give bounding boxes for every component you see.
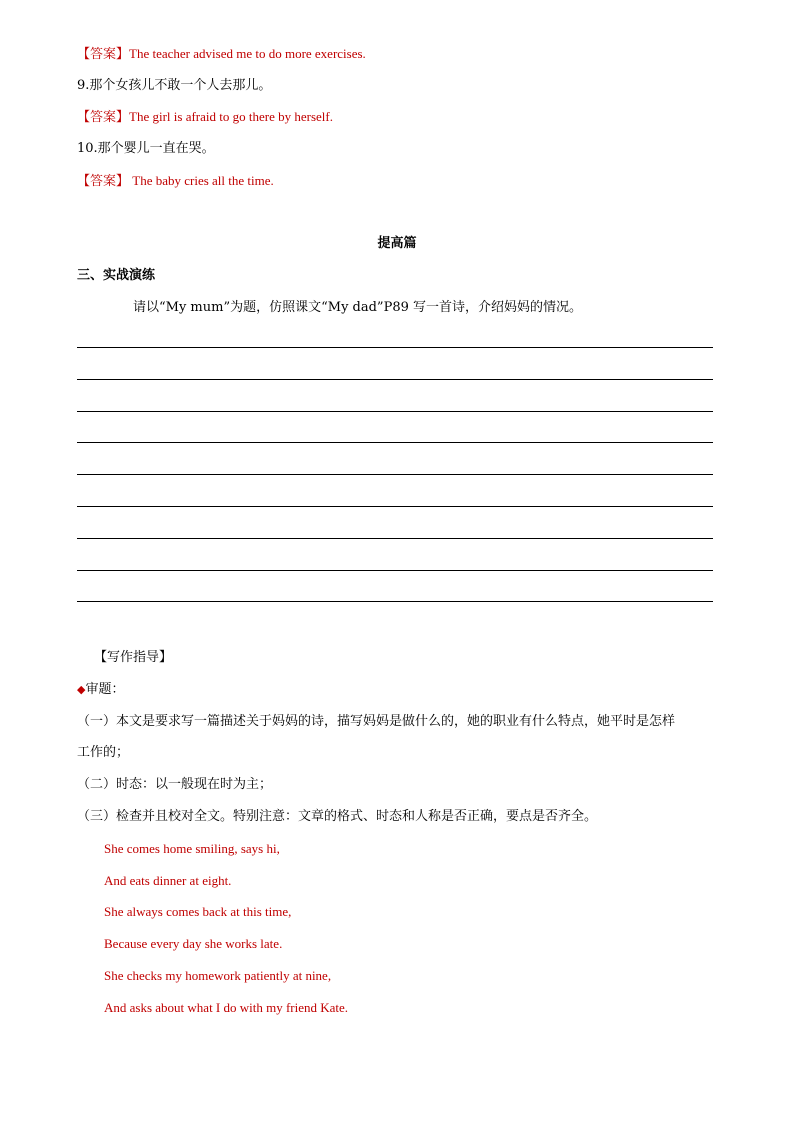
- writing-line[interactable]: [77, 474, 713, 475]
- answer-tag: 【答案】: [77, 110, 130, 125]
- diamond-icon: ◆: [77, 683, 86, 696]
- writing-line[interactable]: [77, 411, 713, 412]
- poem-line: She comes home smiling, says hi,: [104, 841, 280, 856]
- answer-10: [77, 172, 274, 191]
- writing-line[interactable]: [77, 601, 713, 602]
- answer-8: [77, 45, 366, 64]
- review-label: 审题：: [85, 682, 125, 697]
- section-heading: 提高篇: [377, 236, 417, 251]
- review-line: [77, 681, 124, 699]
- question-9: 9.那个女孩儿不敢一个人去那儿。: [77, 78, 272, 93]
- poem-line: She always comes back at this time,: [104, 904, 292, 919]
- answer-text: The baby cries all the time.: [129, 173, 274, 188]
- poem-line: Because every day she works late.: [104, 936, 283, 951]
- writing-line[interactable]: [77, 538, 713, 539]
- answer-9: [77, 108, 333, 127]
- guide-title: 【写作指导】: [94, 650, 173, 665]
- writing-line[interactable]: [77, 570, 713, 571]
- answer-text: The girl is afraid to go there by herself.: [129, 109, 333, 124]
- answer-tag: 【答案】: [77, 47, 130, 62]
- poem-line: And eats dinner at eight.: [104, 873, 232, 888]
- guide-point: （三）检查并且校对全文。特别注意：文章的格式、时态和人称是否正确，要点是否齐全。: [77, 809, 598, 824]
- writing-line[interactable]: [77, 506, 713, 507]
- guide-point: （二）时态：以一般现在时为主；: [77, 777, 273, 792]
- answer-tag: 【答案】: [77, 174, 130, 189]
- guide-point: 工作的；: [77, 745, 130, 760]
- writing-prompt: 请以“My mum”为题，仿照课文“My dad”P89 写一首诗，介绍妈妈的情况。: [133, 300, 583, 315]
- writing-line[interactable]: [77, 442, 713, 443]
- writing-line[interactable]: [77, 379, 713, 380]
- writing-line[interactable]: [77, 347, 713, 348]
- question-10: 10.那个婴儿一直在哭。: [77, 141, 215, 156]
- answer-text: The teacher advised me to do more exercises.: [129, 46, 366, 61]
- poem-line: She checks my homework patiently at nine,: [104, 968, 332, 983]
- guide-point: （一）本文是要求写一篇描述关于妈妈的诗，描写妈妈是做什么的，她的职业有什么特点，她平时是怎样: [77, 714, 676, 729]
- part-title: 三、实战演练: [77, 268, 156, 283]
- poem-line: And asks about what I do with my friend Kate.: [104, 1000, 349, 1015]
